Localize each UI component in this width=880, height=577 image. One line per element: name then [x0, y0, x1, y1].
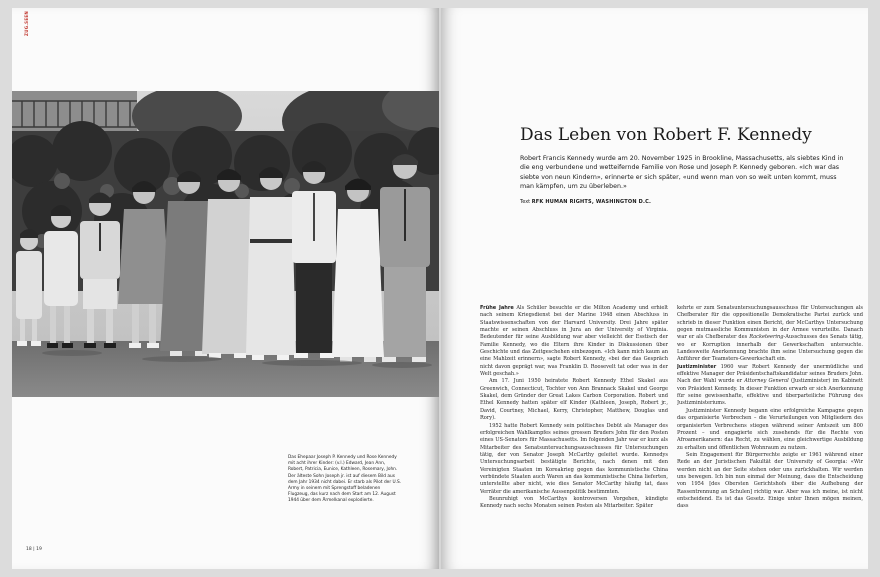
article-column-2	[677, 305, 863, 557]
col1-paragraph-1: Als Schüler besuchte er die Milton Academy und erhielt nach seinem Kriegsdienst bei der Marine 1948 einen Abschluss in Staatswissenschaften von der Harvard University. Drei Jahre später machte er seinen Abschluss in Jura an der University of Virginia. Bedeutender für seine Ausbildung war aber vielleicht der Esstisch der Familie Kennedy, wo die Eltern ihre Kinder in Diskussionen über Geschichte und das Zeitgeschehen einbezogen. «Ich kann mich kaum an eine Mahlzeit erinnern», sagte Robert Kennedy, «bei der das Gespräch nicht davon geprägt war, was Franklin D. Roosevelt tat oder was in der Welt geschah.»	[480, 305, 668, 378]
family-photo-illustration	[12, 91, 439, 397]
col1-paragraph-4: Beunruhigt von McCarthys kontroversen Vorgehen, kündigte Kennedy nach sechs Monaten seinen Posten als Mitarbeiter. Später	[480, 495, 668, 510]
col2-paragraph-2-rest: (Justizminister) im Kabinett von Präsident Kennedy. In dieser Funktion erwarb er sich Anerkennung für seine gewissenhafte, effektive und überparteiliche Führung des Justizministeriums.	[677, 378, 863, 407]
col1-paragraph-3: 1952 hatte Robert Kennedy sein politisches Debüt als Manager des erfolgreichen Wahlkampfes seines grossen Bruders John für den Posten eines US-Senators für Massachusetts. Im folgenden Jahr war er kurz als Mitarbeiter des Senatsuntersuchungsausschusses für Untersuchungen tätig, der von Senator Joseph McCarthy geleitet wurde. Kennedys Untersuchungsarbeit bestätigte Berichte, nach denen mit den Vereinigten Staaten im Koreakrieg gegen das kommunistische China verbündete Staaten auch Waren an das kommunistische China lieferten, unterstellte aber nicht, wie dies Senator McCarthy häufig tat, dass Verräter die amerikanische Aussenpolitik bestimmten.	[480, 422, 668, 495]
magazine-spread	[12, 8, 868, 569]
col1-paragraph-2: Am 17. Juni 1950 heiratete Robert Kennedy Ethel Skakel aus Greenwich, Connecticut, Tochter von Ann Brannack Skakel und George Skakel, dem Gründer der Great Lakes Carbon Corporation. Robert und Ethel Kennedy hatten später elf Kinder (Kathleen, Joseph, Robert jr., David, Courtney, Michael, Kerry, Christopher, Matthew, Douglas und Rory).	[480, 378, 668, 422]
col2-paragraph-4: Sein Engagement für Bürgerrechte zeigte er 1961 während einer Rede an der Juristischen Fakultät der University of Georgia: «Wir werden nicht an der Seite stehen oder uns zurückhalten. Wir werden uns bewegen. Ich bin nun einmal der Meinung, dass die Entscheidung von 1954 [des Obersten Gerichtshofs über die Aufhebung der Rassentrennung an Schulen] richtig war. Aber was ich meine, ist nicht entscheidend. Es ist das Gesetz. Einige unter Ihnen mögen meinen, dass	[677, 451, 863, 510]
kennedy-family-photo	[12, 91, 439, 397]
article-column-1	[480, 305, 668, 557]
col2-paragraph-1: kehrte er zum Senatsuntersuchungsausschuss für Untersuchungen als Chefberater für die oppositionelle Demokratische Partei zurück und schrieb in dieser Funktion einen Bericht, der McCarthys Untersuchung gegen mutmassliche Kommunisten in der Armee verurteilte. Danach war er als Chefberater des	[677, 305, 863, 341]
article-credit	[520, 199, 651, 205]
col2-paragraph-1-rest: -Ausschusses des Senats tätig, wo er Korruption innerhalb der Gewerkschaften untersuchte. Landesweite Anerkennung brachte ihm seine Untersuchung gegen die Anführer der Teamsters-Gewerkschaft ein.	[677, 334, 863, 363]
right-page	[441, 8, 868, 569]
col2-italic-racketeering: Racketeering	[749, 334, 784, 341]
col2-paragraph-3: Justizminister Kennedy begann eine erfolgreiche Kampagne gegen das organisierte Verbrechen – die Verurteilungen von Mitgliedern des organisierten Verbrechens stiegen während seiner Amtszeit um 800 Prozent – und engagierte sich zusehends für die Rechte von Afroamerikanern: das Recht, zu wählen, eine gleichwertige Ausbildung zu erhalten und öffentlichen Wohnraum zu nutzen.	[677, 407, 863, 451]
section-tag: ZUG.SEEN	[24, 10, 29, 36]
article-title: Das Leben von Robert F. Kennedy	[520, 125, 812, 145]
left-page	[12, 8, 439, 569]
subhead-fruehe-jahre: Frühe Jahre	[480, 305, 514, 311]
page-folio: 18 | 19	[26, 547, 42, 552]
subhead-justizminister: Justizminister	[677, 363, 717, 370]
credit-source: RFK HUMAN RIGHTS, WASHINGTON D.C.	[531, 199, 652, 205]
article-lead: Robert Francis Kennedy wurde am 20. November 1925 in Brookline, Massachusetts, als siebtes Kind in die eng verbundene und wetteifernde Familie von Rose und Joseph P. Kennedy geboren. «Ich war das siebte von neun Kindern», erinnerte er sich später, «und wenn man von so weit unten kommt, muss man kämpfen, um zu überleben.»	[520, 155, 844, 191]
col2-italic-attorney-general: Attorney General	[744, 378, 789, 385]
col2-paragraph-2: 1960 war Robert Kennedy der unermüdliche und effektive Manager der Präsidentschaftskandidatur seines Bruders John. Nach der Wahl wurde er	[677, 363, 863, 385]
credit-prefix: Text	[520, 199, 531, 205]
photo-caption: Das Ehepaar Joseph P. Kennedy und Rose Kennedy mit acht ihrer Kinder: (v.l.) Edward, Jean Ann, Robert, Patricia, Eunice, Kathleen, Rosemary, John. Der älteste Sohn Joseph jr. ist auf diesem Bild aus dem Jahr 1934 nicht dabei. Er starb als Pilot der U.S. Army in seinem mit Sprengstoff beladenen Flugzeug, das kurz nach dem Start am 12. August 1944 über dem Ärmelkanal explodierte.	[288, 455, 402, 504]
